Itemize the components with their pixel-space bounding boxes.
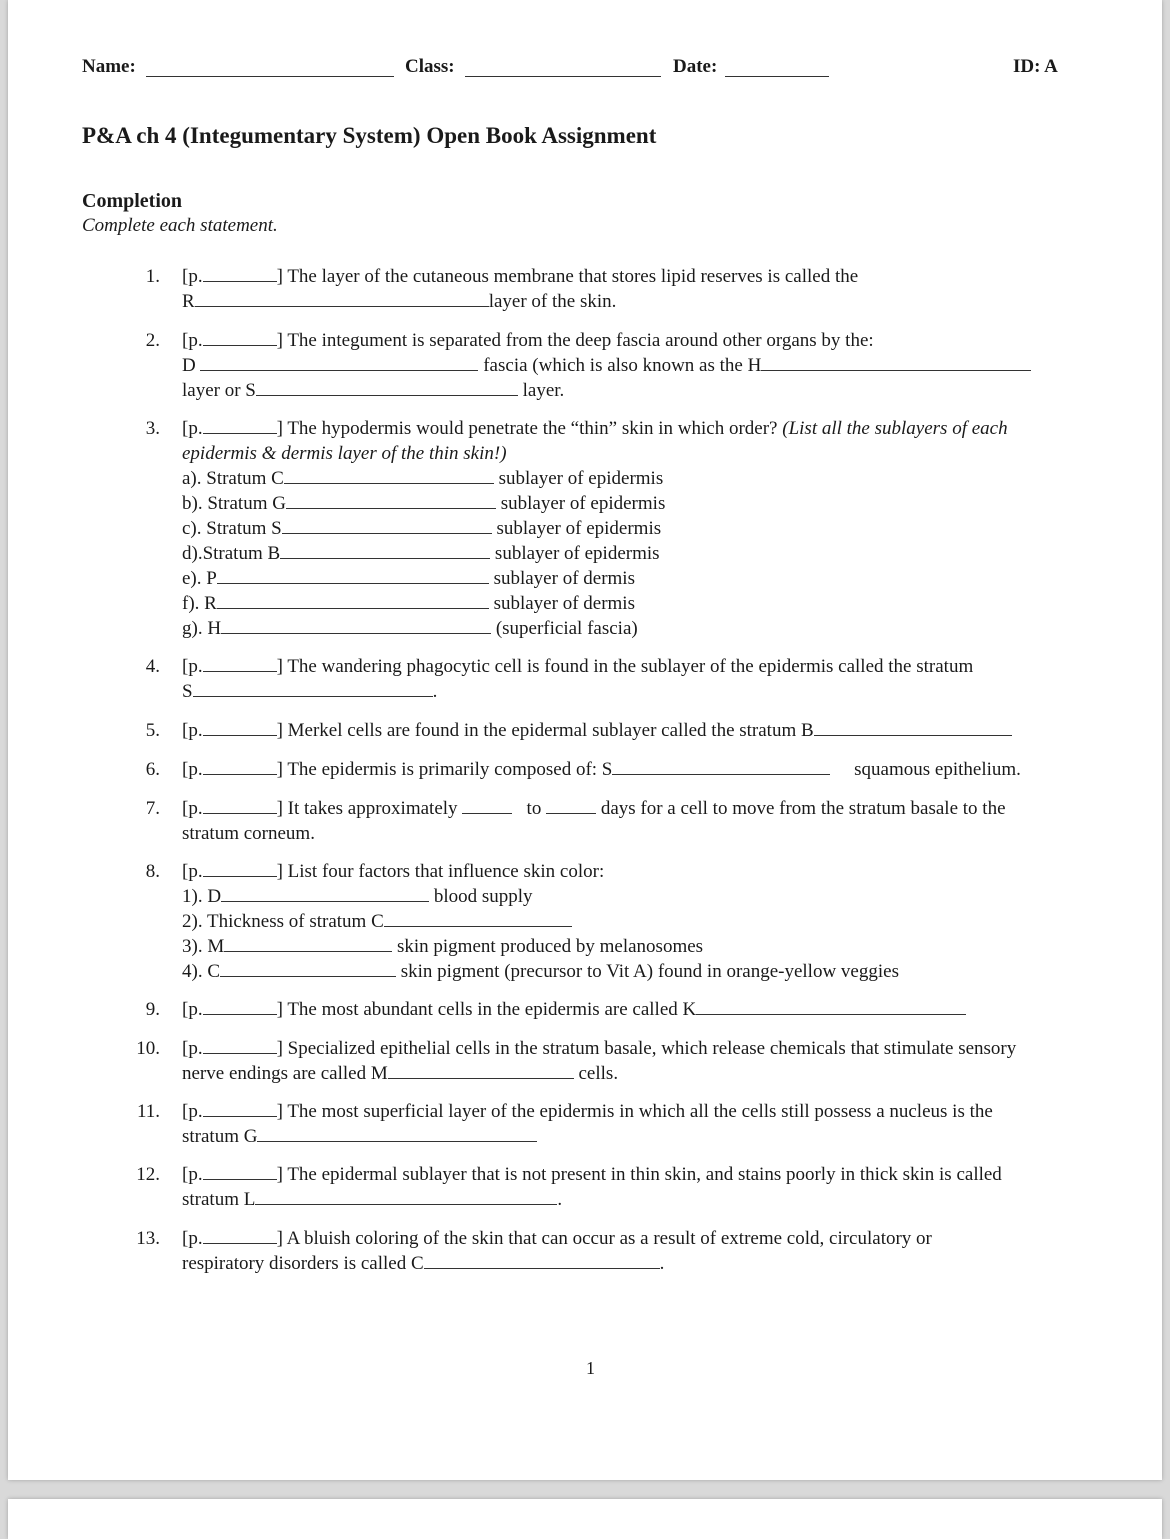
- answer-field[interactable]: [424, 1254, 660, 1269]
- answer-field[interactable]: [462, 799, 512, 814]
- answer-field[interactable]: [221, 619, 491, 634]
- class-field[interactable]: [465, 62, 661, 77]
- question-number: 2.: [145, 330, 160, 351]
- answer-field[interactable]: [257, 1127, 537, 1142]
- class-label: Class:: [405, 56, 455, 77]
- page-number-field[interactable]: [203, 1000, 277, 1015]
- answer-field[interactable]: [221, 887, 429, 902]
- answer-field[interactable]: [224, 937, 392, 952]
- question-number: 12.: [136, 1164, 160, 1185]
- page-number-field[interactable]: [203, 1039, 277, 1054]
- next-document-page: [8, 1499, 1162, 1539]
- question-number: 4.: [145, 656, 160, 677]
- answer-field[interactable]: [200, 356, 478, 371]
- date-label: Date:: [673, 56, 718, 77]
- page-title: P&A ch 4 (Integumentary System) Open Book Assignment: [82, 123, 657, 148]
- page-number-field[interactable]: [203, 1102, 277, 1117]
- answer-field[interactable]: [761, 356, 1031, 371]
- name-field[interactable]: [146, 62, 394, 77]
- answer-field[interactable]: [217, 594, 489, 609]
- answer-field[interactable]: [217, 569, 489, 584]
- answer-field[interactable]: [255, 1190, 557, 1205]
- question-number: 1.: [145, 266, 160, 287]
- answer-field[interactable]: [696, 1000, 966, 1015]
- page-number-field[interactable]: [203, 1229, 277, 1244]
- question-number: 3.: [145, 418, 160, 439]
- page-number-field[interactable]: [203, 799, 277, 814]
- page-number-field[interactable]: [203, 267, 277, 282]
- answer-field[interactable]: [280, 544, 490, 559]
- date-field[interactable]: [725, 62, 829, 77]
- answer-field[interactable]: [814, 721, 1012, 736]
- question-number: 11.: [136, 1101, 160, 1122]
- page-number-field[interactable]: [203, 331, 277, 346]
- page-number-field[interactable]: [203, 862, 277, 877]
- page-number-field[interactable]: [203, 657, 277, 672]
- answer-field[interactable]: [193, 682, 433, 697]
- question-number: 6.: [145, 759, 160, 780]
- question-number: 13.: [136, 1228, 160, 1249]
- answer-field[interactable]: [284, 469, 494, 484]
- page-number-field[interactable]: [203, 760, 277, 775]
- page-ref: [p. ] The layer of the cutaneous membrane that stores lipid reserves is called the: [182, 266, 859, 287]
- question-number: 10.: [136, 1038, 160, 1059]
- page-number: 1: [586, 1358, 595, 1378]
- question-number: 8.: [145, 861, 160, 882]
- answer-field[interactable]: [286, 494, 496, 509]
- answer-field[interactable]: [195, 292, 489, 307]
- page-number-field[interactable]: [203, 721, 277, 736]
- answer-field[interactable]: [546, 799, 596, 814]
- id-label: ID: A: [1013, 56, 1058, 77]
- section-heading: Completion: [82, 190, 182, 212]
- answer-field[interactable]: [384, 912, 572, 927]
- question-number: 7.: [145, 798, 160, 819]
- answer-field[interactable]: [388, 1064, 574, 1079]
- answer-field[interactable]: [282, 519, 492, 534]
- answer-field[interactable]: [220, 962, 396, 977]
- question-number: 5.: [145, 720, 160, 741]
- answer-field[interactable]: [612, 760, 830, 775]
- question-number: 9.: [145, 999, 160, 1020]
- answer-field[interactable]: [256, 381, 518, 396]
- page-number-field[interactable]: [203, 1165, 277, 1180]
- page-number-field[interactable]: [203, 419, 277, 434]
- section-instructions: Complete each statement.: [82, 215, 278, 236]
- name-label: Name:: [82, 56, 136, 77]
